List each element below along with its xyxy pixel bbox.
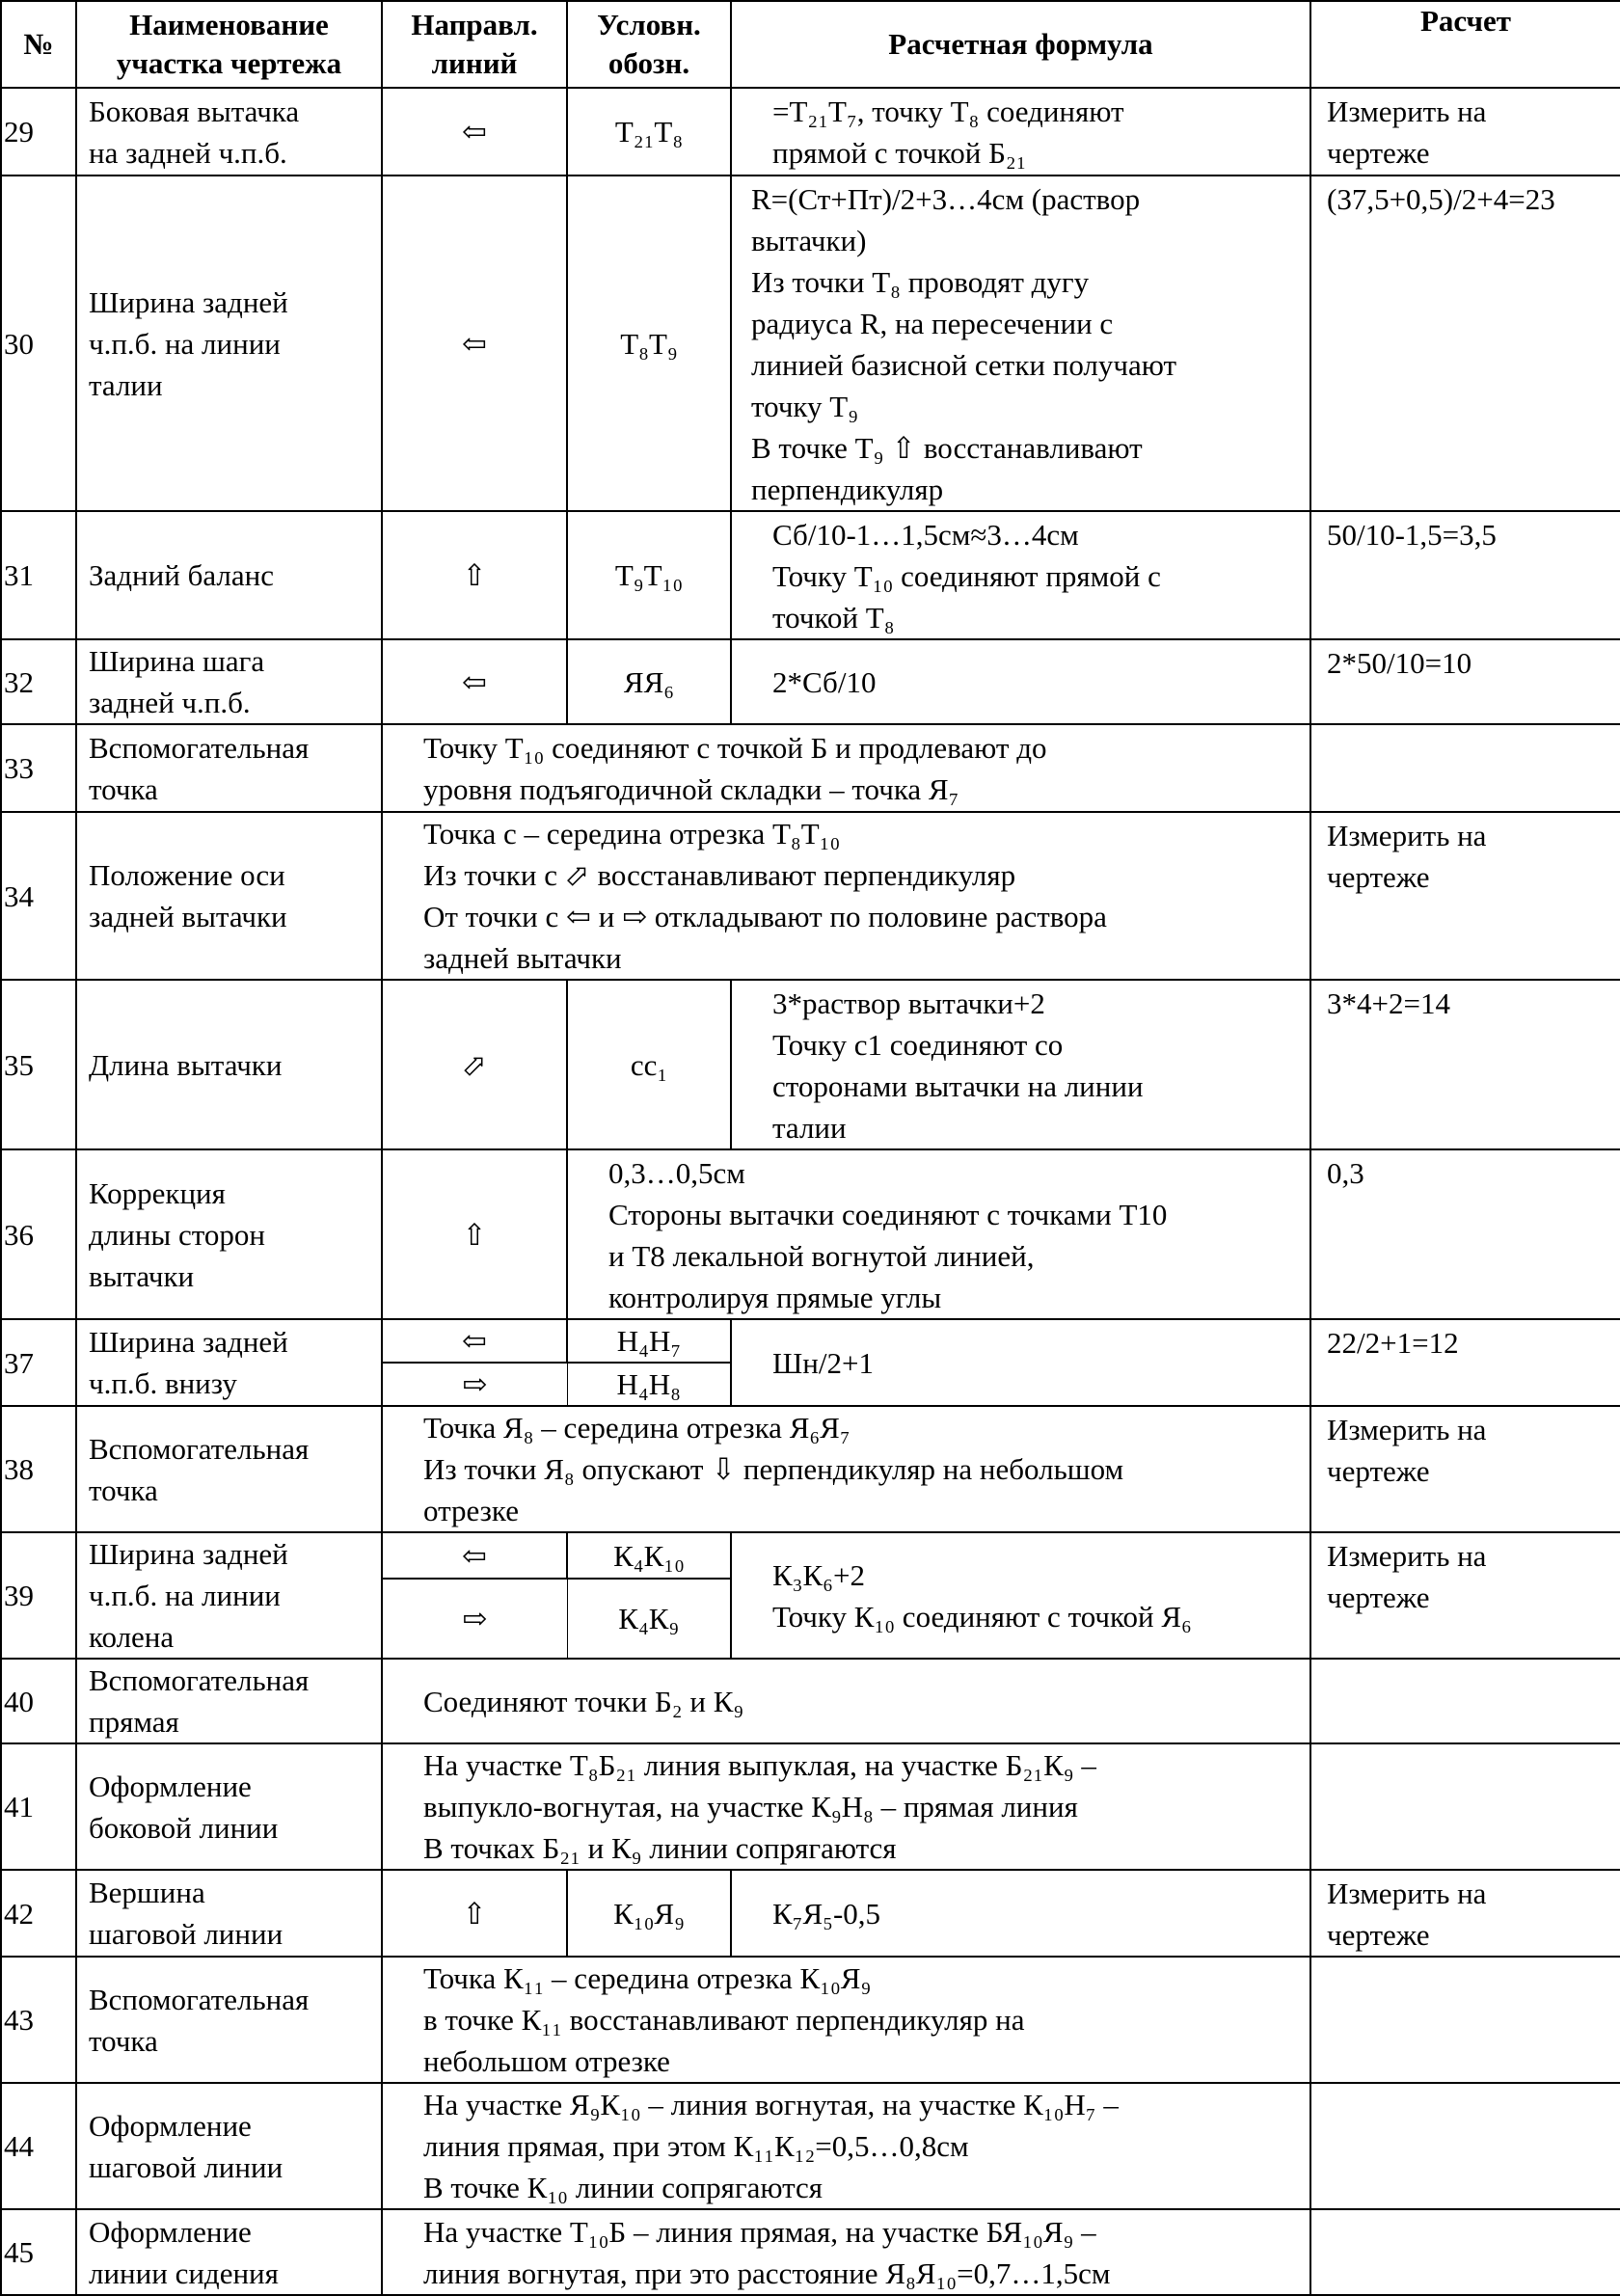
row-number: 37 — [1, 1319, 76, 1406]
row-symbol: сс₁ — [567, 980, 731, 1149]
table-row — [1, 1957, 1620, 2083]
up-arrow-icon: ⇧ — [382, 1870, 567, 1957]
row-symbol: Н₄Н₇ — [567, 1319, 731, 1363]
row-symbol: Н₄Н₈ — [567, 1363, 731, 1406]
row-formula: На участке Т₈Б₂₁ линия выпуклая, на участке Б₂₁К₉ – выпукло-вогнутая, на участке К₉Н₈ – прямая линия В точках Б₂₁ и К₉ линии сопрягаются — [382, 1743, 1310, 1870]
row-calc: Измерить на чертеже — [1310, 1532, 1620, 1659]
row-number: 42 — [1, 1870, 76, 1957]
row-name: Боковая вытачка на задней ч.п.б. — [76, 88, 382, 176]
up-arrow-icon: ⇧ — [382, 1149, 567, 1319]
header-name: Наименование участка чертежа — [76, 1, 382, 88]
row-symbol: ЯЯ₆ — [567, 639, 731, 724]
row-symbol: К₄К₁₀ — [567, 1532, 731, 1579]
right-arrow-icon: ⇨ — [382, 1579, 567, 1659]
row-calc — [1310, 1659, 1620, 1743]
header-formula: Расчетная формула — [731, 1, 1310, 88]
row-name: Вспомогательная прямая — [76, 1659, 382, 1743]
row-name: Положение оси задней вытачки — [76, 812, 382, 980]
row-name: Вспомогательная точка — [76, 1406, 382, 1532]
left-arrow-icon: ⇦ — [382, 88, 567, 176]
row-number: 36 — [1, 1149, 76, 1319]
row-calc — [1310, 1743, 1620, 1870]
header-symbol: Условн. обозн. — [567, 1, 731, 88]
row-number: 38 — [1, 1406, 76, 1532]
row-calc: Измерить на чертеже — [1310, 1406, 1620, 1532]
row-name: Ширина шага задней ч.п.б. — [76, 639, 382, 724]
row-formula: 2*Сб/10 — [731, 639, 1310, 724]
table-row — [1, 1659, 1620, 1743]
row-formula: Точку Т₁₀ соединяют с точкой Б и продлевают до уровня подъягодичной складки – точка Я₇ — [382, 724, 1310, 812]
row-calc: 2*50/10=10 — [1310, 639, 1620, 724]
row-symbol: Т₂₁Т₈ — [567, 88, 731, 176]
up-arrow-icon: ⇧ — [382, 511, 567, 639]
row-number: 35 — [1, 980, 76, 1149]
row-formula: На участке Я₉К₁₀ – линия вогнутая, на участке К₁₀Н₇ – линия прямая, при этом К₁₁К₁₂=0,5…0,8см В точке К₁₀ линии сопрягаются — [382, 2083, 1310, 2209]
row-formula: Точка К₁₁ – середина отрезка К₁₀Я₉ в точке К₁₁ восстанавливают перпендикуляр на небольшом отрезке — [382, 1957, 1310, 2083]
row-name: Оформление линии сидения — [76, 2209, 382, 2295]
row-formula: R=(Ст+Пт)/2+3…4см (раствор вытачки) Из точки Т₈ проводят дугу радиуса R, на пересечении с линией базисной сетки получают точку Т₉ В точке Т₉ ⇧ восстанавливают перпендикуляр — [731, 176, 1310, 511]
header-row — [1, 1, 1620, 88]
left-arrow-icon: ⇦ — [382, 1319, 567, 1363]
row-name: Вершина шаговой линии — [76, 1870, 382, 1957]
row-name: Оформление шаговой линии — [76, 2083, 382, 2209]
left-arrow-icon: ⇦ — [382, 1532, 567, 1579]
row-calc: 0,3 — [1310, 1149, 1620, 1319]
row-number: 29 — [1, 88, 76, 176]
row-number: 39 — [1, 1532, 76, 1659]
row-number: 43 — [1, 1957, 76, 2083]
row-calc: Измерить на чертеже — [1310, 812, 1620, 980]
table-row — [1, 1149, 1620, 1319]
table-row — [1, 1532, 1620, 1579]
row-number: 45 — [1, 2209, 76, 2295]
row-name: Длина вытачки — [76, 980, 382, 1149]
table-row — [1, 2083, 1620, 2209]
header-direction: Направл. линий — [382, 1, 567, 88]
row-number: 32 — [1, 639, 76, 724]
row-calc: 3*4+2=14 — [1310, 980, 1620, 1149]
row-name: Ширина задней ч.п.б. на линии колена — [76, 1532, 382, 1659]
row-calc: 50/10-1,5=3,5 — [1310, 511, 1620, 639]
row-number: 40 — [1, 1659, 76, 1743]
table-row — [1, 812, 1620, 980]
row-symbol: Т₉Т₁₀ — [567, 511, 731, 639]
table-row — [1, 980, 1620, 1149]
table-row — [1, 511, 1620, 639]
row-name: Оформление боковой линии — [76, 1743, 382, 1870]
right-arrow-icon: ⇨ — [382, 1363, 567, 1406]
row-symbol: Т₈Т₉ — [567, 176, 731, 511]
left-arrow-icon: ⇦ — [382, 639, 567, 724]
row-calc: Измерить на чертеже — [1310, 1870, 1620, 1957]
row-symbol: К₄К₉ — [567, 1579, 731, 1659]
row-formula: =Т₂₁Т₇, точку Т₈ соединяют прямой с точкой Б₂₁ — [731, 88, 1310, 176]
row-calc — [1310, 724, 1620, 812]
row-formula: К₇Я₅-0,5 — [731, 1870, 1310, 1957]
row-name: Задний баланс — [76, 511, 382, 639]
table-row — [1, 88, 1620, 176]
row-calc: 22/2+1=12 — [1310, 1319, 1620, 1406]
row-number: 34 — [1, 812, 76, 980]
row-calc — [1310, 2083, 1620, 2209]
row-formula: Соединяют точки Б₂ и К₉ — [382, 1659, 1310, 1743]
row-name: Ширина задней ч.п.б. на линии талии — [76, 176, 382, 511]
row-formula: 0,3…0,5см Стороны вытачки соединяют с точками Т10 и Т8 лекальной вогнутой линией, контролируя прямые углы — [567, 1149, 1310, 1319]
row-calc: (37,5+0,5)/2+4=23 — [1310, 176, 1620, 511]
row-calc: Измерить на чертеже — [1310, 88, 1620, 176]
row-number: 41 — [1, 1743, 76, 1870]
row-number: 30 — [1, 176, 76, 511]
header-num: № — [1, 1, 76, 88]
table-row — [1, 1319, 1620, 1363]
left-arrow-icon: ⇦ — [382, 176, 567, 511]
row-name: Вспомогательная точка — [76, 724, 382, 812]
row-number: 31 — [1, 511, 76, 639]
table-row — [1, 724, 1620, 812]
row-formula: Сб/10-1…1,5см≈3…4см Точку Т₁₀ соединяют прямой с точкой Т₈ — [731, 511, 1310, 639]
table-row — [1, 176, 1620, 511]
table-row — [1, 1743, 1620, 1870]
row-formula: Шн/2+1 — [731, 1319, 1310, 1406]
table-row — [1, 1406, 1620, 1532]
row-name: Вспомогательная точка — [76, 1957, 382, 2083]
row-formula: На участке Т₁₀Б – линия прямая, на участке БЯ₁₀Я₉ – линия вогнутая, при это расстояние Я₈Я₁₀=0,7…1,5см — [382, 2209, 1310, 2295]
row-symbol: К₁₀Я₉ — [567, 1870, 731, 1957]
table-row — [1, 1870, 1620, 1957]
row-number: 44 — [1, 2083, 76, 2209]
header-calc: Расчет — [1310, 1, 1620, 88]
row-name: Коррекция длины сторон вытачки — [76, 1149, 382, 1319]
diagonal-arrow-icon: ⬀ — [382, 980, 567, 1149]
row-calc — [1310, 1957, 1620, 2083]
row-number: 33 — [1, 724, 76, 812]
row-formula: Точка с – середина отрезка Т₈Т₁₀ Из точки с ⬀ восстанавливают перпендикуляр От точки с ⇦ и ⇨ откладывают по половине раствора задней вытачки — [382, 812, 1310, 980]
table-row — [1, 639, 1620, 724]
row-name: Ширина задней ч.п.б. внизу — [76, 1319, 382, 1406]
row-formula: Точка Я₈ – середина отрезка Я₆Я₇ Из точки Я₈ опускают ⇩ перпендикуляр на небольшом отрезке — [382, 1406, 1310, 1532]
row-formula: 3*раствор вытачки+2 Точку с1 соединяют со сторонами вытачки на линии талии — [731, 980, 1310, 1149]
row-formula: К₃К₆+2 Точку К₁₀ соединяют с точкой Я₆ — [731, 1532, 1310, 1659]
